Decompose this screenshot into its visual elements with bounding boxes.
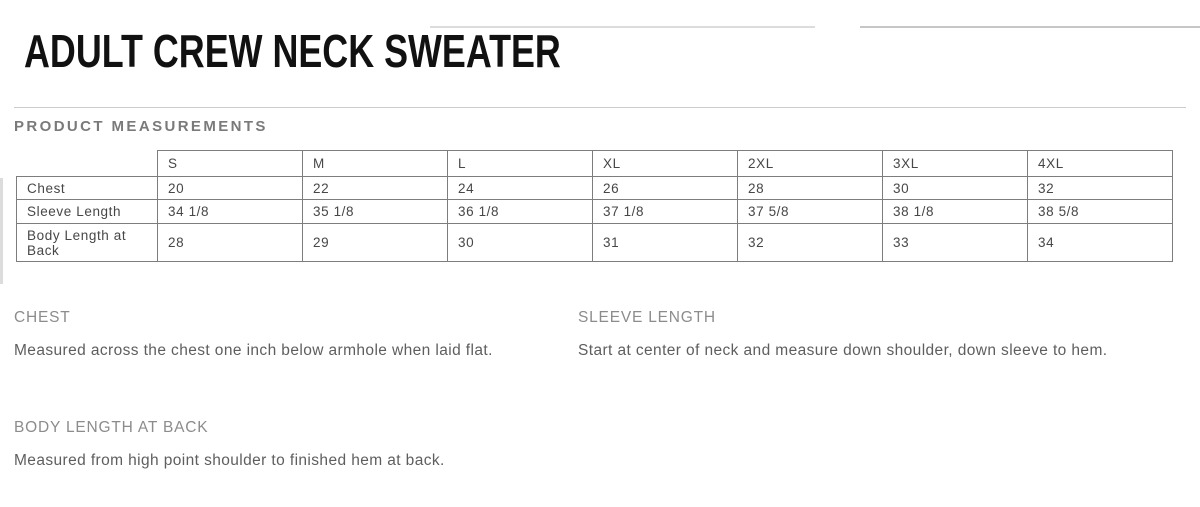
table-cell: 34 xyxy=(1028,224,1173,262)
sleeve-length-description-heading: SLEEVE LENGTH xyxy=(578,309,716,326)
table-cell: 24 xyxy=(448,177,593,200)
table-cell: 32 xyxy=(1028,177,1173,200)
table-header-size-xl: XL xyxy=(593,151,738,177)
table-header-blank-cell xyxy=(17,151,158,177)
row-label-body-length-at-back: Body Length at Back xyxy=(17,224,158,262)
section-divider xyxy=(14,107,1186,108)
chest-description-heading: CHEST xyxy=(14,309,71,326)
chest-description-section xyxy=(14,308,578,367)
table-cell: 34 1/8 xyxy=(158,200,303,224)
table-cell: 31 xyxy=(593,224,738,262)
table-cell: 30 xyxy=(883,177,1028,200)
table-row xyxy=(17,200,1173,224)
table-cell: 20 xyxy=(158,177,303,200)
table-cell: 36 1/8 xyxy=(448,200,593,224)
table-header-size-s: S xyxy=(158,151,303,177)
title-row xyxy=(24,26,1200,76)
measurement-descriptions xyxy=(14,308,1186,477)
table-row xyxy=(17,224,1173,262)
table-cell: 28 xyxy=(738,177,883,200)
row-label-chest: Chest xyxy=(17,177,158,200)
table-cell: 22 xyxy=(303,177,448,200)
table-cell: 33 xyxy=(883,224,1028,262)
table-header-size-4xl: 4XL xyxy=(1028,151,1173,177)
sleeve-length-description-text: Start at center of neck and measure down shoulder, down sleeve to hem. xyxy=(578,342,1108,359)
page-title: ADULT CREW NECK SWEATER xyxy=(24,25,561,77)
measurements-table xyxy=(16,150,1173,262)
table-cell: 38 5/8 xyxy=(1028,200,1173,224)
table-cell: 37 5/8 xyxy=(738,200,883,224)
body-length-description-heading: BODY LENGTH AT BACK xyxy=(14,419,209,436)
table-cell: 28 xyxy=(158,224,303,262)
chest-description-text: Measured across the chest one inch below armhole when laid flat. xyxy=(14,342,493,359)
table-row xyxy=(17,177,1173,200)
body-length-description-section xyxy=(14,418,578,477)
table-header-size-l: L xyxy=(448,151,593,177)
top-edge-line-right xyxy=(860,26,1200,28)
table-cell: 29 xyxy=(303,224,448,262)
table-cell: 37 1/8 xyxy=(593,200,738,224)
left-edge-cutoff-sliver xyxy=(0,178,3,284)
table-cell: 38 1/8 xyxy=(883,200,1028,224)
product-measurements-label: PRODUCT MEASUREMENTS xyxy=(14,118,268,135)
table-header-size-2xl: 2XL xyxy=(738,151,883,177)
row-label-sleeve-length: Sleeve Length xyxy=(17,200,158,224)
sleeve-length-description-section xyxy=(578,308,1118,367)
table-header-row xyxy=(17,151,1173,177)
measurements-table-container xyxy=(16,150,1200,262)
table-cell: 32 xyxy=(738,224,883,262)
table-cell: 30 xyxy=(448,224,593,262)
body-length-description-text: Measured from high point shoulder to finished hem at back. xyxy=(14,452,445,469)
table-header-size-m: M xyxy=(303,151,448,177)
table-cell: 35 1/8 xyxy=(303,200,448,224)
table-header-size-3xl: 3XL xyxy=(883,151,1028,177)
table-cell: 26 xyxy=(593,177,738,200)
